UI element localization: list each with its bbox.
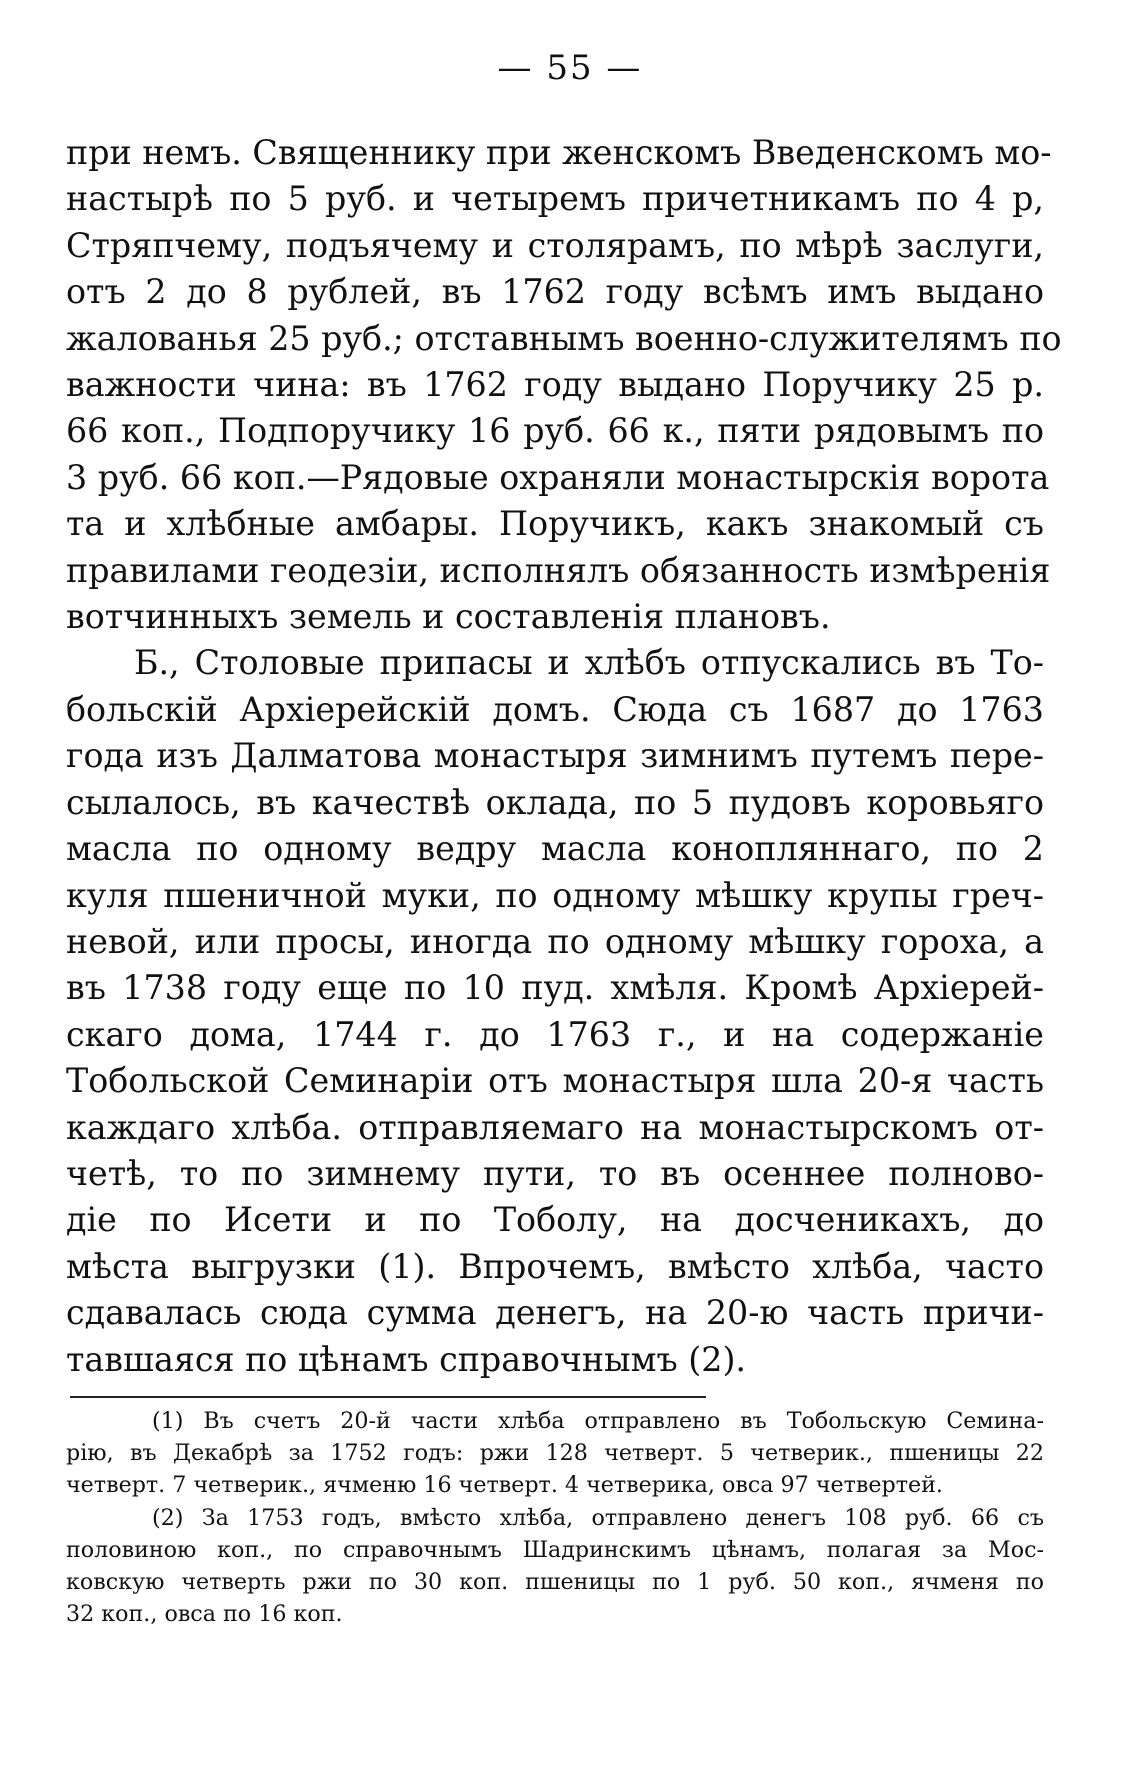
text-line: невой, или просы, иногда по одному мѣшку гороха, а bbox=[66, 921, 1044, 961]
text-line: настырѣ по 5 руб. и четыремъ причетникамъ по 4 р, bbox=[66, 179, 1044, 219]
text-line: сылалось, въ качествѣ оклада, по 5 пудовъ коровьяго bbox=[66, 782, 1044, 822]
text-line: 66 коп., Подпоручику 16 руб. 66 к., пяти рядовымъ по bbox=[66, 411, 1044, 451]
footnotes bbox=[66, 1406, 1044, 1631]
text-line: четѣ, то по зимнему пути, то въ осеннее полново- bbox=[66, 1153, 1044, 1193]
footnote-1 bbox=[66, 1406, 1044, 1501]
text-line: въ 1738 году еще по 10 пуд. хмѣля. Кромѣ Архіерей- bbox=[66, 968, 1044, 1008]
text-line: сдавалась сюда сумма денегъ, на 20-ю часть причи- bbox=[66, 1293, 1044, 1333]
text-line: скаго дома, 1744 г. до 1763 г., и на содержаніе bbox=[66, 1014, 1044, 1054]
text-line: мѣста выгрузки (1). Впрочемъ, вмѣсто хлѣба, часто bbox=[66, 1246, 1044, 1286]
footnote-line: ковскую четверть ржи по 30 коп. пшеницы по 1 руб. 50 коп., ячменя по bbox=[66, 1568, 1044, 1595]
text-line: Б., Столовые припасы и хлѣбъ отпускались въ То- bbox=[134, 643, 1044, 683]
text-line: больскій Архіерейскій домъ. Сюда съ 1687 до 1763 bbox=[66, 689, 1044, 729]
text-line: при немъ. Священнику при женскомъ Введенскомъ мо- bbox=[66, 133, 1052, 172]
footnote-line: (2) За 1753 годъ, вмѣсто хлѣба, отправлено денегъ 108 руб. 66 съ bbox=[152, 1505, 1044, 1532]
text-line: Стряпчему, подъячему и столярамъ, по мѣрѣ заслуги, bbox=[66, 225, 1044, 265]
main-text bbox=[66, 130, 1062, 1383]
footnote-line: (1) Въ счетъ 20-й части хлѣба отправлено въ Тобольскую Семина- bbox=[152, 1408, 1044, 1434]
paragraph-2 bbox=[66, 640, 1044, 1383]
text-line: правилами геодезіи, исполнялъ обязанность измѣренія bbox=[66, 550, 1051, 590]
text-line: вотчинныхъ земель и составленія плановъ. bbox=[66, 597, 831, 637]
footnote-line: половиною коп., по справочнымъ Шадринскимъ цѣнамъ, полагая за Мос- bbox=[66, 1537, 1044, 1564]
footnote-line: 32 коп., овса по 16 коп. bbox=[66, 1600, 343, 1627]
footnote-line: рію, въ Декабрѣ за 1752 годъ: ржи 128 четверт. 5 четверик., пшеницы 22 bbox=[66, 1439, 1044, 1466]
text-line: діе по Исети и по Тоболу, на досченикахъ, до bbox=[66, 1200, 1044, 1240]
text-line: та и хлѣбные амбары. Поручикъ, какъ знакомый съ bbox=[66, 504, 1044, 544]
text-line: важности чина: въ 1762 году выдано Поручику 25 р. bbox=[66, 365, 1044, 405]
text-line: куля пшеничной муки, по одному мѣшку крупы греч- bbox=[66, 875, 1044, 915]
text-line: года изъ Далматова монастыря зимнимъ путемъ пере- bbox=[66, 736, 1044, 776]
footnote-rule bbox=[70, 1396, 706, 1398]
text-line: жалованья 25 руб.; отставнымъ военно-служителямъ по bbox=[66, 318, 1062, 358]
text-line: 3 руб. 66 коп.—Рядовые охраняли монастырскія ворота bbox=[66, 457, 1050, 497]
text-line: масла по одному ведру масла конопляннаго, по 2 bbox=[66, 829, 1044, 869]
text-line: Тобольской Семинаріи отъ монастыря шла 20-я часть bbox=[66, 1061, 1044, 1101]
text-line: тавшаяся по цѣнамъ справочнымъ (2). bbox=[66, 1339, 747, 1379]
paragraph-1 bbox=[66, 130, 1062, 640]
footnote-line: четверт. 7 четверик., ячменю 16 четверт. 4 четверика, овса 97 четвертей. bbox=[66, 1471, 943, 1498]
page-number: — 55 — bbox=[497, 48, 643, 88]
text-line: каждаго хлѣба. отправляемаго на монастырскомъ от- bbox=[66, 1107, 1044, 1147]
text-line: отъ 2 до 8 рублей, въ 1762 году всѣмъ имъ выдано bbox=[66, 272, 1044, 312]
footnote-2 bbox=[66, 1503, 1044, 1630]
